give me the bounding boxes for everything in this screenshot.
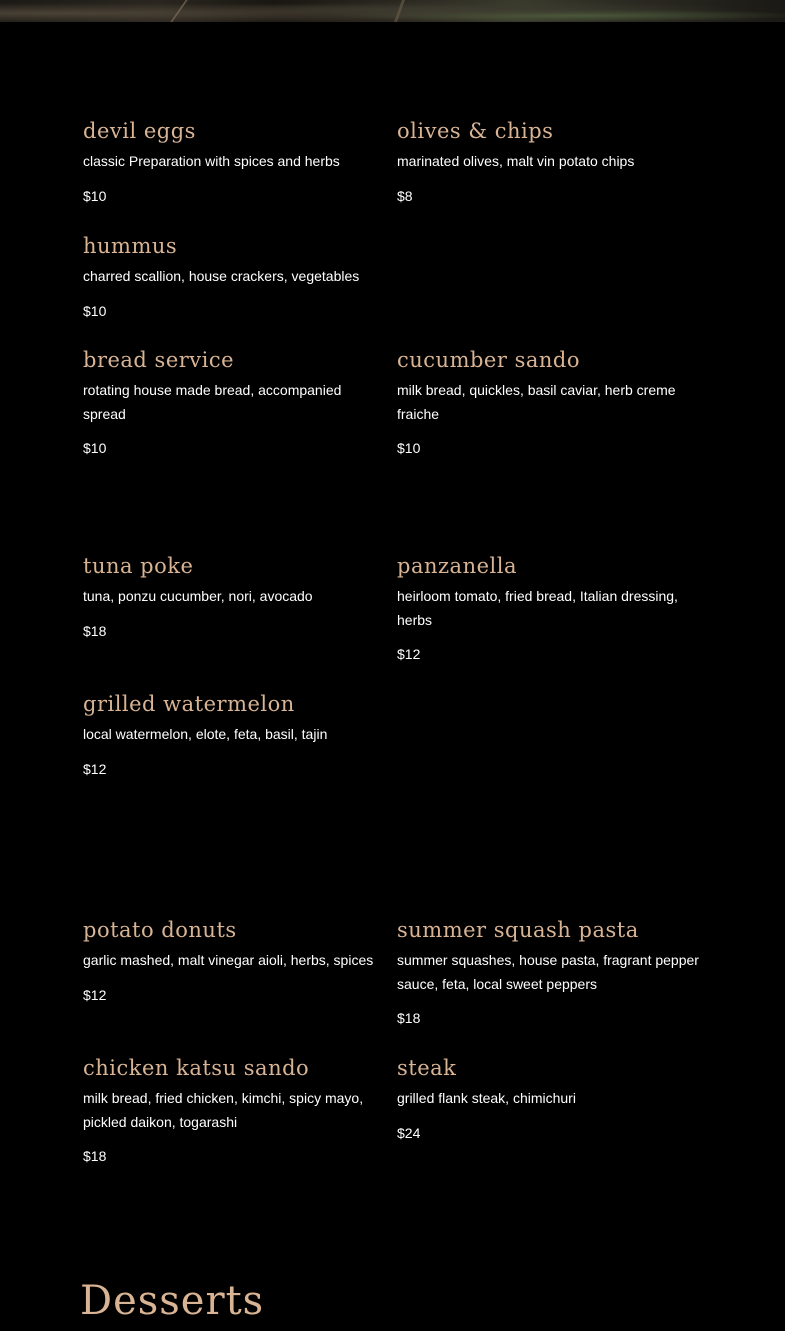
menu-item-name: bread service (83, 348, 235, 372)
menu-item-description: local watermelon, elote, feta, basil, tajin (83, 726, 328, 742)
menu-item-name: potato donuts (83, 918, 237, 942)
menu-item-chicken-katsu-sando (83, 1055, 373, 1166)
menu-item-description: rotating house made bread, accompanied spread (83, 382, 342, 422)
menu-item-name: panzanella (397, 554, 517, 578)
menu-item-description: classic Preparation with spices and herbs (83, 153, 340, 169)
menu-item-steak (397, 1055, 697, 1143)
section-title-desserts: Desserts (80, 1278, 265, 1324)
menu-item-summer-squash-pasta (397, 917, 707, 1028)
menu-item-price: $12 (83, 986, 107, 1003)
menu-item-panzanella (397, 553, 697, 664)
hero-image-detail (394, 0, 405, 22)
menu-item-price: $8 (397, 187, 413, 204)
menu-item-tuna-poke (83, 553, 383, 641)
menu-item-name: grilled watermelon (83, 692, 295, 716)
menu-item-name: chicken katsu sando (83, 1056, 310, 1080)
menu-item-price: $10 (83, 187, 107, 204)
hero-image-strip (0, 0, 785, 22)
menu-item-price: $12 (83, 760, 107, 777)
menu-item-name: summer squash pasta (397, 918, 639, 942)
menu-item-name: olives & chips (397, 119, 554, 143)
menu-item-price: $10 (397, 440, 421, 457)
hero-image-detail (170, 0, 187, 22)
menu-item-name: devil eggs (83, 119, 196, 143)
menu-item-description: charred scallion, house crackers, vegetables (83, 268, 360, 284)
menu-item-description: tuna, ponzu cucumber, nori, avocado (83, 588, 313, 604)
menu-item-name: steak (397, 1056, 457, 1080)
menu-item-name: cucumber sando (397, 348, 580, 372)
menu-item-price: $10 (83, 440, 107, 457)
menu-item-description: milk bread, quickles, basil caviar, herb creme fraiche (397, 382, 676, 422)
menu-item-price: $24 (397, 1124, 421, 1141)
menu-item-description: milk bread, fried chicken, kimchi, spicy mayo, pickled daikon, togarashi (83, 1090, 364, 1130)
menu-item-hummus (83, 233, 383, 321)
menu-item-description: grilled flank steak, chimichuri (397, 1090, 576, 1106)
menu-item-name: tuna poke (83, 554, 194, 578)
menu-item-bread-service (83, 347, 373, 458)
menu-item-description: summer squashes, house pasta, fragrant pepper sauce, feta, local sweet peppers (397, 952, 699, 992)
menu-item-price: $18 (83, 622, 107, 639)
menu-item-price: $18 (397, 1010, 421, 1027)
menu-item-price: $18 (83, 1148, 107, 1165)
menu-item-description: heirloom tomato, fried bread, Italian dressing, herbs (397, 588, 678, 628)
menu-item-description: garlic mashed, malt vinegar aioli, herbs, spices (83, 952, 374, 968)
menu-item-olives-chips (397, 118, 697, 206)
menu-item-name: hummus (83, 234, 178, 258)
menu-item-devil-eggs (83, 118, 383, 206)
menu-item-potato-donuts (83, 917, 383, 1005)
menu-item-price: $12 (397, 646, 421, 663)
menu-item-cucumber-sando (397, 347, 697, 458)
menu-item-price: $10 (83, 302, 107, 319)
menu-item-description: marinated olives, malt vin potato chips (397, 153, 635, 169)
menu-item-grilled-watermelon (83, 691, 383, 779)
